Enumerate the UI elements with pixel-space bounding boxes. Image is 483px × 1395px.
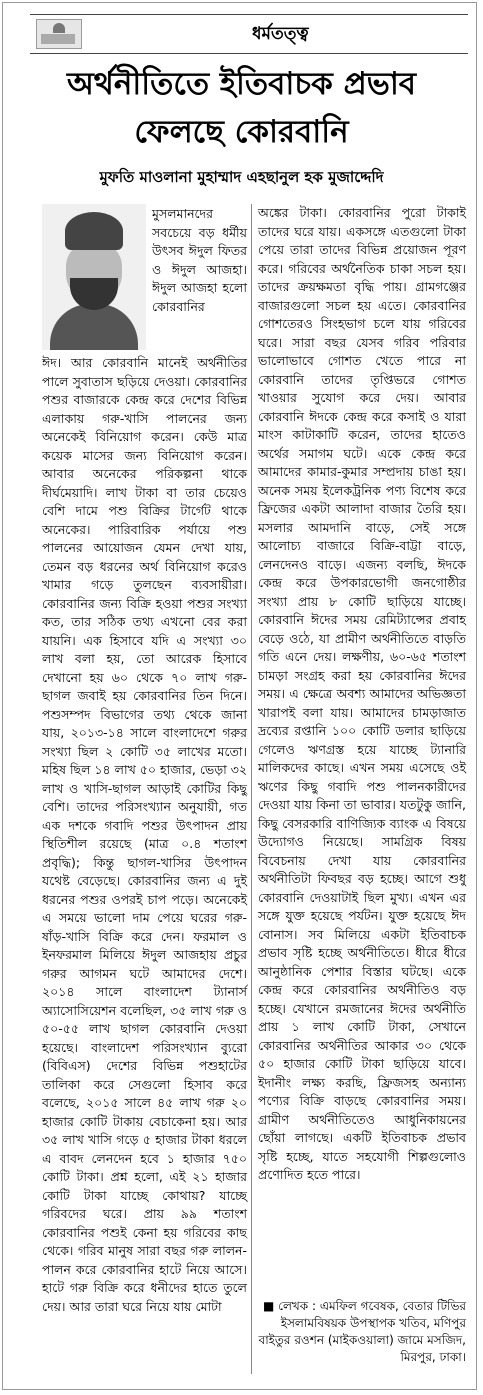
section-title: ধর্মতত্ত্ব xyxy=(252,24,309,44)
author-photo xyxy=(42,204,146,350)
mosque-logo-icon xyxy=(36,19,82,49)
intro-paragraph: মুসলমানদের সবচেয়ে বড় ধর্মীয় উৎসব ঈদুল ফিতর ও ঈদুল আজহা। ঈদুল আজহা হলো কোরবানির xyxy=(152,206,247,314)
right-column-text: অঙ্কের টাকা। কোরবানির পুরো টাকাই তাদের ঘরে যায়। একসঙ্গে এতগুলো টাকা পেয়ে তারা তাদের বিভিন্ন প্রয়োজন পূরণ করে। গরিবের অর্থনৈতিক চাকা সচল হয়। তাদের ক্রয়ক্ষমতা বৃদ্ধি পায়। গ্রামগঞ্জের বাজারগুলো সচল হয় এতে। কোরবানির গোশতেরও সিংহভাগ চলে যায় গরিবের ঘরে। সারা বছর যেসব গরিব পরিবার ভালোভাবে গোশত খেতে পারে না কোরবানি তাদের তৃপ্তিভরে গোশত খাওয়ার সুযোগ করে দেয়। আবার কোরবানি ঈদকে কেন্দ্র করে কসাই ও যারা মাংস কাটাকাটি করেন, তাদের হাতেও অর্থের সমাগম ঘটে। একে কেন্দ্র করে আমাদের কামার-কুমার সম্প্রদায় চাঙা হয়। অনেক সময় ইলেকট্রনিক পণ্য বিশেষ করে ফ্রিজের একটা আলাদা বাজার তৈরি হয়। মসলার আমদানি বাড়ে, সেই সঙ্গে আলোচ্য বাজারে বিক্রি-বাট্টা বাড়ে, লেনদেনও বাড়ে। এজন্য বলছি, ঈদকে কেন্দ্র করে উপকারভোগী জনগোষ্ঠীর সংখ্যা প্রায় ৮ কোটি ছাড়িয়ে যাচ্ছে। কোরবানি ঈদের সময় রেমিট্যান্সের প্রবাহ বেড়ে ওঠে, যা প্রামীণ অর্থনীতিতে বাড়তি গতি এনে দেয়। লক্ষণীয়, ৬০-৬৫ শতাংশ চামড়া সংগ্রহ করা হয় কোরবানির ঈদের সময়। এ ক্ষেত্রে অবশ্য আমাদের অভিজ্ঞতা খারাপই বলা যায়। আমাদের চামড়াজাত দ্রব্যের রপ্তানি ১০০ কোটি ডলার ছাড়িয়ে গেলেও ঋণগ্রস্ত হয়ে যাচ্ছে ট্যানারি মালিকদের কাছে। এখন সময় এসেছে ওই ঋণের কিছু গবাদি পশু পালনকারীদের দেওয়া যায় কিনা তা ভাবার। যতটুকু জানি, কিছু বেসরকারি বাণিজ্যিক ব্যাংক এ বিষয়ে উদ্যোগও নিয়েছে। সামগ্রিক বিষয় বিবেচনায় দেখা যায় কোরবানির অর্থনীতিটা ফিবছর বড় হচ্ছে। আগে শুধু কোরবানি দেওয়াটাই ছিল মুখ্য। এখন এর সঙ্গে যুক্ত হয়েছে পর্যটন। যুক্ত হয়েছে ঈদ বোনাস। সব মিলিয়ে একটা ইতিবাচক প্রভাব সৃষ্টি হচ্ছে অর্থনীতিতে। ধীরে ধীরে আনুষ্ঠানিক পেশার বিস্তার ঘটছে। একে কেন্দ্র করে কোরবানির অর্থনীতিও বড় হচ্ছে। যেখানে রমজানের ঈদের অর্থনীতি প্রায় ১ লাখ কোটি টাকা, সেখানে কোরবানির অর্থনীতির আকার ৩০ থেকে ৫০ হাজার কোটি টাকা ছাড়িয়ে যাবে। ইদানীং লক্ষ্য করছি, ফ্রিজসহ অন্যান্য পণ্যের বিক্রি বাড়ছে কোরবানির সময়। গ্রামীণ অর্থনীতিতেও আধুনিকায়নের ছোঁয়া লাগছে। একটি ইতিবাচক প্রভাব সৃষ্টি হচ্ছে, যাতে সহযোগী শিল্পগুলোও প্রণোদিত হতে পারে। xyxy=(258,205,466,1182)
headline-line-2: ফেলছে কোরবানি xyxy=(134,114,349,150)
author-byline: মুফতি মাওলানা মুহাম্মাদ এহছানুল হক মুজাদ্দেদি xyxy=(99,168,384,186)
headline-line-1: অর্থনীতিতে ইতিবাচক প্রভাব xyxy=(66,66,417,102)
author-note: ■ লেখক : এমফিল গবেষক, বেতার টিভির ইসলামবিষয়ক উপস্থাপক খতিব, মণিপুর বাইতুর রওশন (মাইকওয়ালা) জামে মসজিদ, মিরপুর, ঢাকা। xyxy=(258,1299,466,1364)
left-column-text: ঈদ। আর কোরবানি মানেই অর্থনীতির পালে সুবাতাস ছড়িয়ে দেওয়া। কোরবানির পশুর বাজারকে কেন্দ্র করে দেশের বিভিন্ন এলাকায় গরু-খাসি পালনের জন্য অনেকেই বিনিয়োগ করেন। কেউ মাত্র কয়েক মাসের জন্য বিনিয়োগ করেন। আবার অনেকের পরিকল্পনা থাকে দীর্ঘমেয়াদি। লাখ টাকা বা তার চেয়েও বেশি দামে পশু বিক্রির টার্গেট থাকে অনেকের। পারিবারিক পর্যায়ে পশু পালনের আয়োজন যেমন দেখা যায়, তেমন বড় ধরনের অর্থ বিনিয়োগ করেও খামার গড়ে তুলছেন ব্যবসায়ীরা। কোরবানির জন্য বিক্রি হওয়া পশুর সংখ্যা কত, তার সঠিক তথ্য এখনো বের করা যায়নি। এক হিসাবে যদি এ সংখ্যা ৩০ লাখ বলা হয়, তো আরেক হিসাবে দেখানো হয় ৬০ থেকে ৭০ লাখ গরু-ছাগল জবাই হয় কোরবানির তিন দিনে। পশুসম্পদ বিভাগের তথ্য থেকে জানা যায়, ২০১৩-১৪ সালে বাংলাদেশে গরুর সংখ্যা ছিল ২ কোটি ৩৫ লাখের মতো। মহিষ ছিল ১৪ লাখ ৫০ হাজার, ভেড়া ৩২ লাখ ও খাসি-ছাগল আড়াই কোটির কিছু বেশি। তাদের পরিসংখ্যান অনুযায়ী, গত এক দশকে গবাদি পশুর উৎপাদন প্রায় স্থিতিশীল রয়েছে (মাত্র ০.৪ শতাংশ প্রবৃদ্ধি); কিন্তু ছাগল-খাসির উৎপাদন যথেষ্ট বেড়েছে। কোরবানির জন্য এ দুই ধরনের পশুর ওপরই চাপ পড়ে। অনেকেই এ সময়ে ভালো দাম পেয়ে ঘরের গরু-ষাঁড়-খাসি বিক্রি করে দেন। ফরমাল ও ইনফরমাল মিলিয়ে ঈদুল আজহায় প্রচুর গরুর আগমন ঘটে আমাদের দেশে। ২০১৪ সালে বাংলাদেশ ট্যানার্স অ্যাসোসিয়েশন বলেছিল, ৩৫ লাখ গরু ও ৫০-৫৫ লাখ ছাগল কোরবানি দেওয়া হয়েছে। বাংলাদেশ পরিসংখ্যান ব্যুরো (বিবিএস) দেশের বিভিন্ন পশুহাটের তালিকা করে সেগুলো হিসাব করে বলেছে, ২০১৫ সালে ৪৫ লাখ গরু ২০ হাজার কোটি টাকায় বেচাকেনা হয়। আর ৩৫ লাখ খাসি গড়ে ৫ হাজার টাকা ধরলে এ বাবদ লেনদেন হবে ১ হাজার ৭৫০ কোটি টাকা। প্রশ্ন হলো, এই ২১ হাজার কোটি টাকা যাচ্ছে কোথায়? যাচ্ছে গরিবদের ঘরে। প্রায় ৯৯ শতাংশ কোরবানির পশুই কেনা হয় গরিবের কাছ থেকে। গরিব মানুষ সারা বছর গরু লালন-পালন করে কোরবানির হাটে নিয়ে আসে। হাটে গরু বিক্রি করে ধনীদের হাতে তুলে দেয়। আর তারা ঘরে নিয়ে যায় মোটা xyxy=(42,355,247,1314)
column-divider xyxy=(251,204,252,1374)
section-header xyxy=(30,14,468,54)
